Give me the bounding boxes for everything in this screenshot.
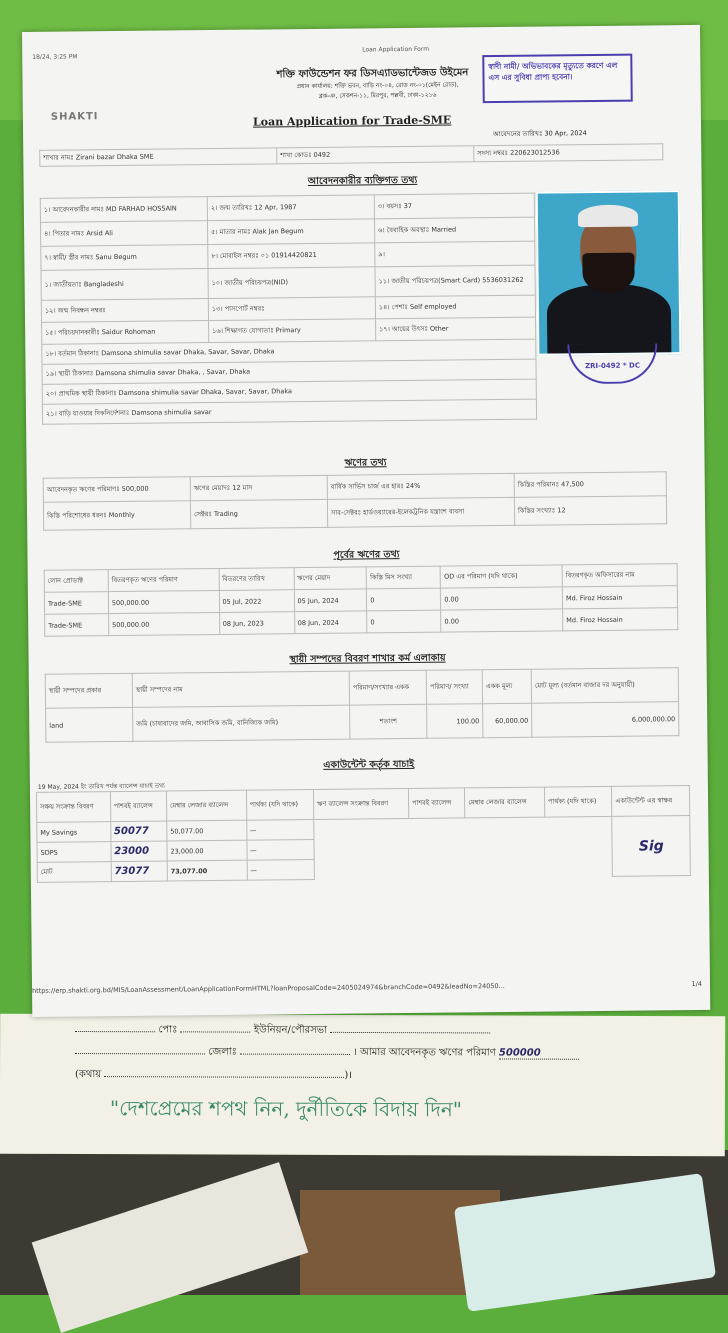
asset-qty: 100.00 <box>427 704 483 739</box>
acc-passbook: 50077 <box>110 821 166 842</box>
lower-amount-value: 500000 <box>499 1047 579 1059</box>
acc-header: একাউন্টেন্ট এর স্বাক্ষর <box>612 786 690 817</box>
father-name: ৪। পিতার নামঃ Arsid Ali <box>40 221 207 247</box>
present-address: ১৮। বর্তমান ঠিকানাঃ Damsona shimulia savar Dhaka, Savar, Savar, Dhaka <box>42 339 536 364</box>
lower-words-label: (কথায় <box>75 1068 102 1081</box>
applicant-name: ১। আবেদনকারীর নামঃ MD FARHAD HOSSAIN <box>40 197 207 223</box>
field-9: ৯। <box>375 241 535 267</box>
prev-cell: Md. Firoz Hossain <box>563 608 678 631</box>
org-address-2: ব্লক-ঞ, সেকশন-১১, মিরপুর, পল্লবী, ঢাকা-১২১৬ <box>318 91 437 100</box>
prev-header-date: বিতরণের তারিখ <box>219 568 294 591</box>
primary-permanent-address: ২০। প্রাথমিক স্থায়ী ঠিকানাঃ Damsona shimulia savar Dhaka, Savar, Savar, Dhaka <box>42 379 536 404</box>
prev-cell: 0 <box>367 610 441 633</box>
asset-header-total: মোট মূল্য (বর্তমান বাজার দর অনুযায়ী) <box>531 668 678 704</box>
prev-cell: Trade-SME <box>44 592 108 615</box>
assets-table <box>45 667 680 743</box>
form-title: Loan Application for Trade-SME <box>252 113 452 129</box>
assets-title: স্থায়ী সম্পদের বিবরণ শাখার কর্ম এলাকায় <box>289 652 446 666</box>
footer-url <box>32 980 710 995</box>
prev-cell: 0 <box>367 588 441 611</box>
prev-cell: 05 Jun, 2024 <box>294 589 367 612</box>
form-label: Loan Application Form <box>362 45 430 54</box>
acc-header: পাশবই ব্যালেন্স <box>110 791 167 822</box>
sub-sector: সাব-সেক্টরঃ হার্ডওয়্যারের-ইলেকট্রনিক যন্ত্রাংশ ব্যবসা <box>327 497 514 527</box>
personal-info-title: আবেদনকারীর ব্যক্তিগত তথ্য <box>307 174 418 188</box>
loan-info-title: ঋণের তথ্য <box>344 457 387 469</box>
age: ৩। বয়সঃ 37 <box>374 193 534 219</box>
org-name: শক্তি ফাউন্ডেশন ফর ডিসএ্যাডভান্টেজড উইমেন <box>276 67 469 81</box>
asset-header-qty: পরিমাণ/ সংখ্যা <box>426 670 482 705</box>
prev-loan-title: পূর্বের ঋণের তথ্য <box>333 549 400 561</box>
mobile-number: ৮। মোবাইল নম্বরঃ ০১ 01914420821 <box>208 243 375 269</box>
lower-district-label: জেলাঃ <box>208 1046 238 1058</box>
acc-cell: — <box>247 859 315 880</box>
asset-header-name: স্থায়ী সম্পদের নাম <box>132 671 349 707</box>
prev-header-product: লোন প্রোডাক্ট <box>44 570 108 593</box>
prev-cell: 08 Jun, 2024 <box>294 611 367 634</box>
acc-cell: 73,077.00 <box>167 860 247 881</box>
prev-cell: Md. Firoz Hossain <box>562 586 677 609</box>
prev-header-amount: বিতরণকৃত ঋণের পরিমাণ <box>108 568 219 591</box>
nationality: ১। জাতীয়তাঃ Bangladeshi <box>41 269 208 301</box>
accountant-signature: Sig <box>612 816 690 877</box>
acc-cell: My Savings <box>37 822 111 843</box>
table-row <box>46 702 679 743</box>
acc-passbook: 73077 <box>111 861 167 882</box>
asset-total: 6,000,000.00 <box>532 702 679 738</box>
spouse-name: ৭। স্বামী/ স্ত্রীর নামঃ Sanu Begum <box>41 245 208 271</box>
branch-table <box>39 143 663 167</box>
prev-cell: 500,000.00 <box>108 590 219 613</box>
lower-union-label: ইউনিয়ন/পৌরসভা <box>253 1024 328 1036</box>
occupation: ১৪। পেশাঃ Self employed <box>375 295 535 319</box>
member-number: সদস্য নম্বরঃ 220623012536 <box>474 144 663 162</box>
lower-amount-label: । আমার আবেদনকৃত ঋণের পরিমাণ <box>353 1046 496 1059</box>
installment-amount: কিস্তির পরিমানঃ 47,500 <box>514 472 666 498</box>
notice-stamp: স্বাদী নামী/ অভিভাবকের মৃত্যুতে করণে এল এস এর সুবিধা প্রাপ্য হবেনা। <box>482 54 632 104</box>
prev-header-term: ঋণের মেয়াদ <box>294 567 367 590</box>
balance-note: 19 May, 2024 ইং তারিখ পর্যন্ত ব্যালেন্স যাচাই তথ্য <box>37 782 165 791</box>
lower-form: পোঃ ইউনিয়ন/পৌরসভা জেলাঃ । আমার আবেদনকৃত ঋণের পরিমাণ 500000 (কথায় )। "দেশপ্রেমের শপথ নিন, দুর্নীতিকে বিদায় দিন" <box>0 1014 725 1157</box>
sector: সেক্টরঃ Trading <box>190 499 327 528</box>
installment-count: কিস্তির সংখ্যাঃ 12 <box>514 496 666 526</box>
passport: ১৩। পাসপোর্ট নম্বরঃ <box>208 297 375 321</box>
income-source: ১৭। আয়ের উৎসঃ Other <box>376 317 536 341</box>
loan-term: ঋণের মেয়াদঃ 12 মাস <box>190 475 327 500</box>
marital-status: ৬। বৈবাহিক অবস্থাঃ Married <box>374 217 534 243</box>
birth-reg: ১২। জন্ম নিবন্ধন নম্বরঃ <box>41 299 208 323</box>
acc-header: পাশবই ব্যালেন্স <box>408 788 465 819</box>
nid: ১০। জাতীয় পরিচয়পত্র(NID) <box>208 267 375 299</box>
asset-header-type: স্থায়ী সম্পদের প্রকার <box>45 673 132 708</box>
repayment-type: কিস্তি পরিশোধের ধরনঃ Monthly <box>43 501 190 531</box>
slogan: "দেশপ্রেমের শপথ নিন, দুর্নীতিকে বিদায় দিন" <box>109 1096 463 1122</box>
smart-card: ১১। জাতীয় পরিচয়পত্র(Smart Card) 5536031262 <box>375 265 535 297</box>
introducer: ১৫। পরিচয়দানকারীঃ Saidur Rohoman <box>42 321 209 345</box>
education: ১৬। শিক্ষাগত যোগ্যতাঃ Primary <box>209 319 376 343</box>
acc-cell: 50,077.00 <box>167 820 247 841</box>
print-timestamp: 18/24, 3:25 PM <box>32 53 78 61</box>
prev-loan-table <box>44 563 679 637</box>
loan-info-table <box>43 471 668 531</box>
mother-name: ৫। মাতার নামঃ Alak Jan Begum <box>207 219 374 245</box>
asset-name: জমি (চাষাবাদের জমি, আবাসিক জমি, বানিজ্যিক জমি) <box>133 705 350 741</box>
prev-cell: 05 Jul, 2022 <box>219 590 294 613</box>
accountant-table <box>36 785 691 883</box>
asset-price: 60,000.00 <box>483 703 532 738</box>
acc-cell: মোট <box>37 862 111 883</box>
acc-cell: — <box>246 819 314 840</box>
application-date: আবেদনের তারিখঃ 30 Apr, 2024 <box>493 129 587 139</box>
footer-url-text: https://erp.shakti.org.bd/MIS/LoanAssessment/LoanApplicationFormHTML?loanProposalCode=2405024974&branchCode=0492&leadNo=24050... <box>32 981 505 995</box>
branch-code: শাখা কোডঃ 0492 <box>277 146 474 164</box>
acc-header: পার্থক্য (যদি থাকে) <box>246 789 314 820</box>
birth-date: ২। জন্ম তারিখঃ 12 Apr, 1987 <box>207 195 374 221</box>
acc-passbook: 23000 <box>111 841 167 862</box>
prev-header-officer: বিতরণকৃত অফিসারের নাম <box>562 564 677 587</box>
lower-post-label: পোঃ <box>158 1024 178 1036</box>
prev-cell: 08 Jun, 2023 <box>219 612 294 635</box>
accountant-title: একাউন্টেন্ট কর্তৃক যাচাই <box>323 758 415 771</box>
branch-name: শাখার নামঃ Zirani bazar Dhaka SME <box>40 148 277 166</box>
prev-header-od: OD এর পরিমাণ (যদি থাকে) <box>440 565 562 588</box>
loan-amount: আবেদনকৃত ঋণের পরিমাণঃ 500,000 <box>43 477 190 503</box>
house-directions: ২১। বাড়ি যাওয়ার দিকনির্দেশনাঃ Damsona shimulia savar <box>42 399 536 424</box>
acc-header: পার্থক্য (যদি থাকে) <box>544 786 612 817</box>
personal-info-table <box>40 193 537 425</box>
prev-cell: 0.00 <box>441 587 563 610</box>
acc-cell: 23,000.00 <box>167 840 247 861</box>
loan-application-document <box>22 25 710 1017</box>
acc-cell: SDPS <box>37 842 111 863</box>
acc-header: সঞ্চয় সংক্রান্ত বিবরণ <box>36 792 110 823</box>
service-charge: বার্ষিক সার্ভিস চার্জ এর হারঃ 24% <box>327 473 514 499</box>
prev-cell: Trade-SME <box>45 614 109 637</box>
shakti-logo: SHAKTI <box>50 111 99 123</box>
acc-cell: — <box>247 839 315 860</box>
prev-cell: 0.00 <box>441 609 563 632</box>
acc-header: মেম্বার লেজার ব্যালেন্স <box>465 787 545 818</box>
acc-header: ঋণ ব্যালেন্স সংক্রান্ত বিবরণ <box>313 788 408 819</box>
asset-header-unit: পরিমাণ/সংখ্যার একক <box>349 670 427 705</box>
asset-unit: শতাংশ <box>350 704 428 739</box>
prev-header-miss: কিস্তি মিস সংখ্যা <box>366 566 440 589</box>
acc-header: মেম্বার লেজার ব্যালেন্স <box>166 790 246 821</box>
asset-header-price: একক মূল্য <box>482 669 531 704</box>
asset-type: land <box>46 707 133 742</box>
applicant-photo <box>536 190 682 355</box>
branch-stamp: ZRI-0492 * DC <box>567 343 657 384</box>
prev-cell: 500,000.00 <box>109 612 220 635</box>
org-address-1: প্রধান কার্যালয়: শক্তি ভবন, বাড়ি নং-০৪, রোড নং-০১(মেইন রোড), <box>296 81 459 91</box>
permanent-address: ১৯। স্থায়ী ঠিকানাঃ Damsona shimulia savar Dhaka, , Savar, Dhaka <box>42 359 536 384</box>
page-number: 1/4 <box>691 979 703 989</box>
